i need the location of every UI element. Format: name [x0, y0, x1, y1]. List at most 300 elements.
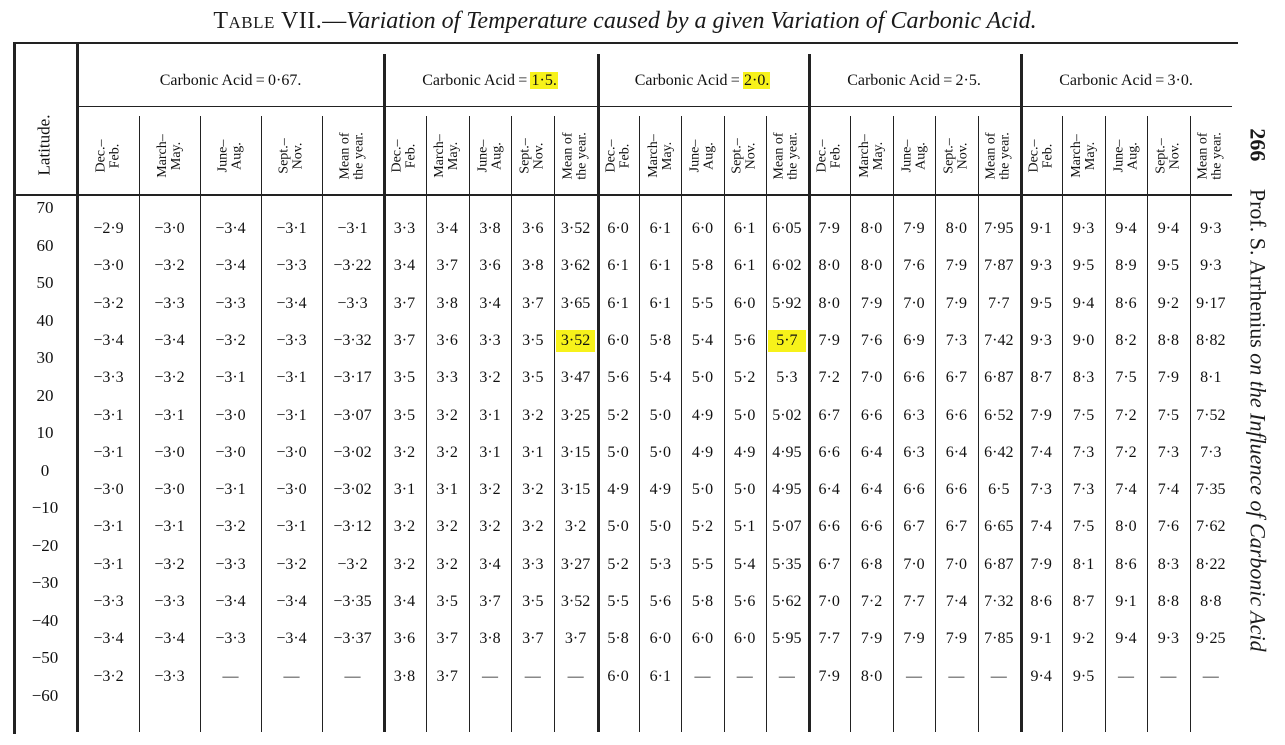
table-cell: 6·0 [607, 331, 629, 349]
season-header: Mean of the year. [1195, 132, 1225, 180]
table-cell: −3·4 [276, 294, 307, 312]
table-cell: 5·5 [691, 555, 714, 573]
table-cell: 8·82 [1196, 331, 1226, 349]
column-divider [200, 116, 201, 732]
season-header: March– May. [645, 134, 675, 178]
table-cell: 6·1 [649, 294, 671, 312]
page-number: 266 [1246, 128, 1272, 162]
season-header: Sept.– Nov. [729, 138, 759, 174]
season-header: June– Aug. [215, 139, 245, 173]
table-cell: 9·5 [1157, 257, 1180, 275]
table-cell: 9·25 [1196, 630, 1226, 648]
season-header: March– May. [432, 134, 462, 178]
table-cell: 5·2 [607, 555, 629, 573]
table-cell: 7·32 [984, 593, 1014, 610]
table-cell: 9·3 [1030, 257, 1052, 275]
table-cell: 7·6 [1157, 518, 1180, 536]
table-cell: 6·4 [945, 443, 968, 461]
table-cell: 5·0 [649, 518, 671, 536]
table-cell: −3·1 [276, 518, 307, 536]
table-cell: 7·5 [1072, 406, 1095, 424]
table-cell: 7·5 [1157, 406, 1180, 424]
table-cell: 5·0 [649, 443, 671, 461]
table-cell: — [524, 667, 541, 685]
table-cell: 8·0 [945, 220, 968, 237]
table-cell: 6·6 [818, 443, 840, 461]
table-cell: 5·1 [734, 518, 756, 536]
table-cell: 8·0 [818, 294, 840, 312]
table-cell: 7·9 [818, 220, 840, 237]
table-cell: −3·1 [93, 518, 124, 536]
column-divider [850, 116, 851, 732]
table-cell: 7·4 [1030, 518, 1052, 536]
table-cell: — [1117, 667, 1134, 685]
table-cell: 8·0 [860, 220, 883, 237]
table-cell: 5·35 [772, 555, 802, 573]
table-cell: 6·0 [734, 630, 756, 648]
table-cell: 3·1 [479, 443, 501, 461]
table-cell: 9·4 [1115, 220, 1137, 237]
table-cell: 7·2 [1115, 406, 1137, 424]
table-cell: 8·8 [1157, 593, 1180, 610]
table-cell: −3·1 [93, 555, 124, 573]
table-cell: 5·4 [734, 555, 756, 573]
table-cell: 9·5 [1030, 294, 1052, 312]
table-cell: −3·0 [93, 257, 124, 275]
table-cell: 3·5 [436, 593, 458, 610]
table-cell: 5·6 [649, 593, 671, 610]
running-author: Prof. S. Arrhenius [1246, 188, 1272, 348]
table-cell: 3·2 [436, 443, 458, 461]
season-header: Sept.– Nov. [941, 138, 971, 174]
column-divider [681, 116, 682, 732]
table-cell: 7·9 [818, 331, 840, 349]
season-header: Dec.– Feb. [93, 139, 123, 173]
table-cell: −3·3 [154, 593, 185, 610]
table-cell: 8·0 [860, 257, 883, 275]
table-cell: 6·0 [691, 630, 714, 648]
title-dash: — [322, 8, 347, 34]
table-cell: 6·1 [649, 257, 671, 275]
table-cell: 4·9 [691, 406, 714, 424]
table-cell: −3·37 [333, 630, 372, 648]
table-cell: — [778, 667, 795, 685]
table-cell: 3·2 [436, 406, 458, 424]
table-cell: 9·4 [1157, 220, 1180, 237]
table-cell: 3·4 [436, 220, 458, 237]
table-cell: 3·2 [479, 481, 501, 499]
table-cell: 7·0 [860, 369, 883, 387]
column-divider [554, 116, 555, 732]
table-cell: 5·07 [772, 518, 802, 536]
table-cell: 8·7 [1030, 369, 1052, 387]
table-cell: −3·3 [337, 294, 368, 312]
table-cell: −3·1 [276, 406, 307, 424]
table-cell: 5·2 [691, 518, 714, 536]
table-cell: 7·9 [945, 257, 968, 275]
table-cell: 6·6 [860, 406, 883, 424]
table-cell: 6·0 [607, 220, 629, 237]
table-cell: 7·4 [1030, 443, 1052, 461]
table-cell: −3·0 [276, 481, 307, 499]
latitude-label: 60 [36, 235, 54, 255]
season-header: Dec.– Feb. [1026, 139, 1056, 173]
table-cell: 7·0 [945, 555, 968, 573]
table-cell: 7·7 [903, 593, 925, 610]
table-cell: 6·4 [860, 443, 883, 461]
table-cell: 3·2 [436, 555, 458, 573]
table-cell: 8·7 [1072, 593, 1095, 610]
table-cell: 3·62 [560, 257, 591, 275]
table-cell: 3·5 [522, 593, 544, 610]
table-cell: −3·2 [337, 555, 368, 573]
table-cell: −3·2 [154, 555, 185, 573]
table-cell: 3·5 [522, 331, 544, 349]
table-cell: 3·7 [436, 257, 458, 275]
table-cell: 6·0 [691, 220, 714, 237]
latitude-label: −20 [31, 535, 59, 555]
table-cell: −3·3 [215, 294, 246, 312]
table-cell: 3·2 [522, 481, 544, 499]
season-header: Sept.– Nov. [1153, 138, 1183, 174]
group-header-value: 3·0. [1167, 72, 1193, 89]
table-cell: 3·4 [479, 555, 501, 573]
table-cell: 5·0 [734, 481, 756, 499]
table-cell: −3·0 [215, 406, 246, 424]
table-cell: −3·2 [154, 257, 185, 275]
table-cell: 7·9 [860, 294, 883, 312]
table-cell: 5·0 [691, 369, 714, 387]
table-cell: 7·0 [818, 593, 840, 610]
highlighted-cell: 3·52 [556, 330, 595, 352]
group-header [808, 72, 1020, 102]
table-cell: 5·92 [772, 294, 802, 312]
table-cell: 3·25 [560, 406, 591, 424]
table-cell: 6·52 [984, 406, 1014, 424]
season-header: Mean of the year. [560, 132, 590, 180]
group-header-value: 2·5. [955, 72, 981, 89]
table-cell: 8·8 [1200, 593, 1222, 610]
table-cell: −3·0 [93, 481, 124, 499]
table-cell: −3·22 [333, 257, 372, 275]
table-cell: 8·0 [860, 667, 883, 685]
season-header: June– Aug. [1110, 139, 1140, 173]
table-cell: 9·3 [1072, 220, 1095, 237]
table-cell: 5·8 [649, 331, 671, 349]
table-cell: 5·95 [772, 630, 802, 648]
table-cell: 6·7 [945, 518, 968, 536]
table-cell: −3·2 [93, 294, 124, 312]
table-cell: −3·4 [215, 593, 246, 610]
season-header: Sept.– Nov. [276, 138, 306, 174]
table-cell: −3·35 [333, 593, 372, 610]
table-cell: 7·52 [1196, 406, 1226, 424]
table-cell: −3·4 [276, 593, 307, 610]
season-header: June– Aug. [474, 139, 504, 173]
table-cell: −3·4 [215, 220, 246, 237]
column-divider [511, 116, 512, 732]
table-cell: 5·0 [649, 406, 671, 424]
table-cell: −3·1 [276, 220, 307, 237]
table-cell: 6·6 [903, 481, 925, 499]
table-cell: 7·7 [818, 630, 840, 648]
table-cell: 5·8 [691, 593, 714, 610]
table-cell: 7·4 [1115, 481, 1137, 499]
table-cell: 6·7 [903, 518, 925, 536]
table-cell: 3·52 [560, 593, 591, 610]
table-cell: −3·1 [93, 406, 124, 424]
table-cell: 3·7 [522, 294, 544, 312]
latitude-label: 40 [36, 310, 54, 330]
table-cell: 3·15 [560, 481, 591, 499]
latitude-label: −60 [31, 685, 59, 705]
season-header: June– Aug. [898, 139, 928, 173]
table-cell: 8·6 [1115, 555, 1137, 573]
table-cell: 6·02 [772, 257, 802, 275]
highlighted-cell: 5·7 [768, 330, 806, 352]
table-cell: 7·0 [903, 555, 925, 573]
table-cell: 3·3 [522, 555, 544, 573]
table-cell: −3·1 [276, 369, 307, 387]
table-cell: 8·1 [1200, 369, 1222, 387]
table-cell: 7·2 [860, 593, 883, 610]
table-cell: 8·0 [1115, 518, 1137, 536]
table-cell: 7·4 [945, 593, 968, 610]
table-cell: −3·4 [93, 630, 124, 648]
table-cell: 7·6 [903, 257, 925, 275]
table-cell: −3·3 [276, 331, 307, 349]
table-cell: 6·1 [649, 667, 671, 685]
table-cell: 8·3 [1072, 369, 1095, 387]
table-cell: 7·7 [988, 294, 1010, 312]
table-cell: 6·7 [818, 406, 840, 424]
table-cell: — [1202, 667, 1219, 685]
table-cell: 7·35 [1196, 481, 1226, 499]
season-header: March– May. [1068, 134, 1098, 178]
table-cell: 9·3 [1157, 630, 1180, 648]
table-cell: 9·3 [1030, 331, 1052, 349]
table-cell: 6·1 [649, 220, 671, 237]
table-cell: 3·5 [393, 406, 416, 424]
column-divider [935, 116, 936, 732]
table-cell: 3·6 [522, 220, 544, 237]
table-cell: 7·42 [984, 331, 1014, 349]
table-cell: 6·7 [945, 369, 968, 387]
table-cell: 3·3 [479, 331, 501, 349]
table-cell: 7·3 [945, 331, 968, 349]
table-cell: −3·2 [215, 331, 246, 349]
table-cell: 3·2 [393, 443, 416, 461]
table-cell: 7·9 [860, 630, 883, 648]
table-cell: −3·4 [276, 630, 307, 648]
table-cell: 4·9 [691, 443, 714, 461]
table-cell: 7·62 [1196, 518, 1226, 536]
table-cell: −3·4 [215, 257, 246, 275]
table-cell: −3·3 [215, 630, 246, 648]
table-cell: 4·9 [649, 481, 671, 499]
table-cell: −3·1 [337, 220, 368, 237]
table-cell: 7·2 [1115, 443, 1137, 461]
group-header-rule [78, 106, 1232, 107]
table-cell: 6·6 [860, 518, 883, 536]
table-cell: 7·5 [1072, 518, 1095, 536]
table-cell: 6·65 [984, 518, 1014, 536]
table-cell: 7·5 [1115, 369, 1137, 387]
table-cell: 6·05 [772, 220, 802, 237]
table-cell: 6·6 [818, 518, 840, 536]
table-caption: Variation of Temperature caused by a given Variation of Carbonic Acid. [346, 8, 1037, 34]
table-cell: −3·3 [93, 369, 124, 387]
table-cell: 8·2 [1115, 331, 1137, 349]
table-cell: 3·7 [393, 331, 416, 349]
group-header-prefix: Carbonic Acid = [422, 72, 531, 89]
table-cell: −3·3 [154, 667, 185, 685]
table-cell: 3·4 [393, 593, 416, 610]
table-cell: 5·0 [607, 518, 629, 536]
table-cell: 7·3 [1157, 443, 1180, 461]
table-cell: 3·1 [479, 406, 501, 424]
table-cell: 6·3 [903, 443, 925, 461]
table-cell: 3·5 [522, 369, 544, 387]
table-cell: −3·1 [215, 369, 246, 387]
table-cell: 7·95 [984, 220, 1014, 237]
group-header-value: 2·0. [743, 72, 770, 89]
latitude-label: −40 [31, 610, 59, 630]
table-cell: 5·3 [776, 369, 798, 387]
table-cell: −3·3 [93, 593, 124, 610]
table-cell: 3·2 [522, 518, 544, 536]
table-cell: — [694, 667, 711, 685]
table-cell: 3·8 [479, 220, 501, 237]
table-cell: — [567, 667, 584, 685]
table-cell: 5·4 [649, 369, 671, 387]
table-cell: 6·1 [607, 294, 629, 312]
table-cell: 3·6 [479, 257, 501, 275]
table-cell: 6·6 [903, 369, 925, 387]
table-cell: −3·0 [154, 443, 185, 461]
table-cell: 3·5 [393, 369, 416, 387]
table-cell: 3·2 [564, 518, 587, 536]
season-header: Mean of the year. [983, 132, 1013, 180]
season-header: Sept.– Nov. [517, 138, 547, 174]
table-cell: 5·0 [691, 481, 714, 499]
table-cell: 5·0 [734, 406, 756, 424]
table-cell: 7·9 [945, 630, 968, 648]
table-cell: 7·9 [1157, 369, 1180, 387]
table-cell: −2·9 [93, 220, 124, 237]
table-cell: 9·4 [1115, 630, 1137, 648]
table-cell: −3·0 [154, 220, 185, 237]
table-cell: 3·4 [479, 294, 501, 312]
table-cell: 6·5 [988, 481, 1010, 499]
table-cell: −3·0 [215, 443, 246, 461]
table-cell: 3·2 [393, 518, 416, 536]
table-cell: — [481, 667, 498, 685]
table-title [0, 8, 1250, 35]
season-header: June– Aug. [687, 139, 717, 173]
latitude-label: 50 [36, 273, 54, 292]
season-header: Dec.– Feb. [389, 139, 419, 173]
table-cell: 6·42 [984, 443, 1014, 461]
table-number: Table VII. [213, 8, 323, 34]
group-header-prefix: Carbonic Acid = [159, 72, 268, 89]
table-cell: 5·5 [691, 294, 714, 312]
table-cell: 6·4 [860, 481, 883, 499]
table-cell: 5·3 [649, 555, 671, 573]
group-header-value: 1·5. [531, 72, 557, 89]
table-cell: 5·6 [734, 331, 756, 349]
table-cell: 3·27 [560, 555, 591, 573]
column-divider [639, 116, 640, 732]
table-cell: 3·1 [522, 443, 544, 461]
table-cell: 3·7 [564, 630, 587, 648]
table-cell: 6·9 [903, 331, 925, 349]
table-cell: 9·3 [1200, 220, 1222, 237]
table-cell: −3·2 [154, 369, 185, 387]
table-cell: 3·8 [479, 630, 501, 648]
table-cell: −3·1 [93, 443, 124, 461]
table-cell: 4·95 [772, 443, 802, 461]
table-cell: 9·1 [1030, 630, 1052, 648]
group-header [1020, 72, 1232, 102]
table-cell: 3·2 [436, 518, 458, 536]
table-cell: 3·7 [436, 630, 458, 648]
table-cell: 6·3 [903, 406, 925, 424]
season-header: Dec.– Feb. [603, 139, 633, 173]
table-cell: 7·0 [903, 294, 925, 312]
table-cell: −3·17 [333, 369, 372, 387]
latitude-label: −50 [31, 648, 59, 667]
table-cell: 3·1 [393, 481, 416, 499]
table-cell: 3·2 [479, 518, 501, 536]
table-cell: 9·0 [1072, 331, 1095, 349]
table-cell: 7·9 [818, 667, 840, 685]
table-cell: 5·5 [607, 593, 629, 610]
table-cell: 9·3 [1200, 257, 1222, 275]
season-header: Mean of the year. [771, 132, 801, 180]
table-cell: 4·9 [734, 443, 756, 461]
group-header [78, 72, 383, 102]
table-cell: 3·7 [479, 593, 501, 610]
table-cell: 5·2 [607, 406, 629, 424]
table-cell: 5·6 [734, 593, 756, 610]
table-cell: 4·95 [772, 481, 802, 499]
column-divider [1062, 116, 1063, 732]
group-header [383, 72, 597, 102]
table-cell: 5·62 [772, 593, 802, 610]
table-cell: 7·2 [818, 369, 840, 387]
table-cell: 7·3 [1200, 443, 1222, 461]
table-cell: 7·87 [984, 257, 1014, 275]
table-cell: 6·0 [649, 630, 671, 648]
table-cell: — [990, 667, 1007, 685]
table-cell: 7·9 [945, 294, 968, 312]
table-cell: −3·1 [215, 481, 246, 499]
table-cell: 6·87 [984, 555, 1014, 573]
table-cell: 8·1 [1072, 555, 1095, 573]
group-header-prefix: Carbonic Acid = [634, 72, 743, 89]
season-header: March– May. [154, 134, 184, 178]
table-cell: 3·1 [436, 481, 458, 499]
table-cell: — [222, 667, 239, 685]
table-cell: 3·52 [560, 220, 591, 237]
table-cell: 3·6 [436, 331, 458, 349]
latitude-label: 70 [36, 198, 54, 217]
table-cell: −3·0 [276, 443, 307, 461]
table-cell: −3·0 [154, 481, 185, 499]
table-cell: −3·32 [333, 331, 372, 349]
group-header-prefix: Carbonic Acid = [847, 72, 956, 89]
